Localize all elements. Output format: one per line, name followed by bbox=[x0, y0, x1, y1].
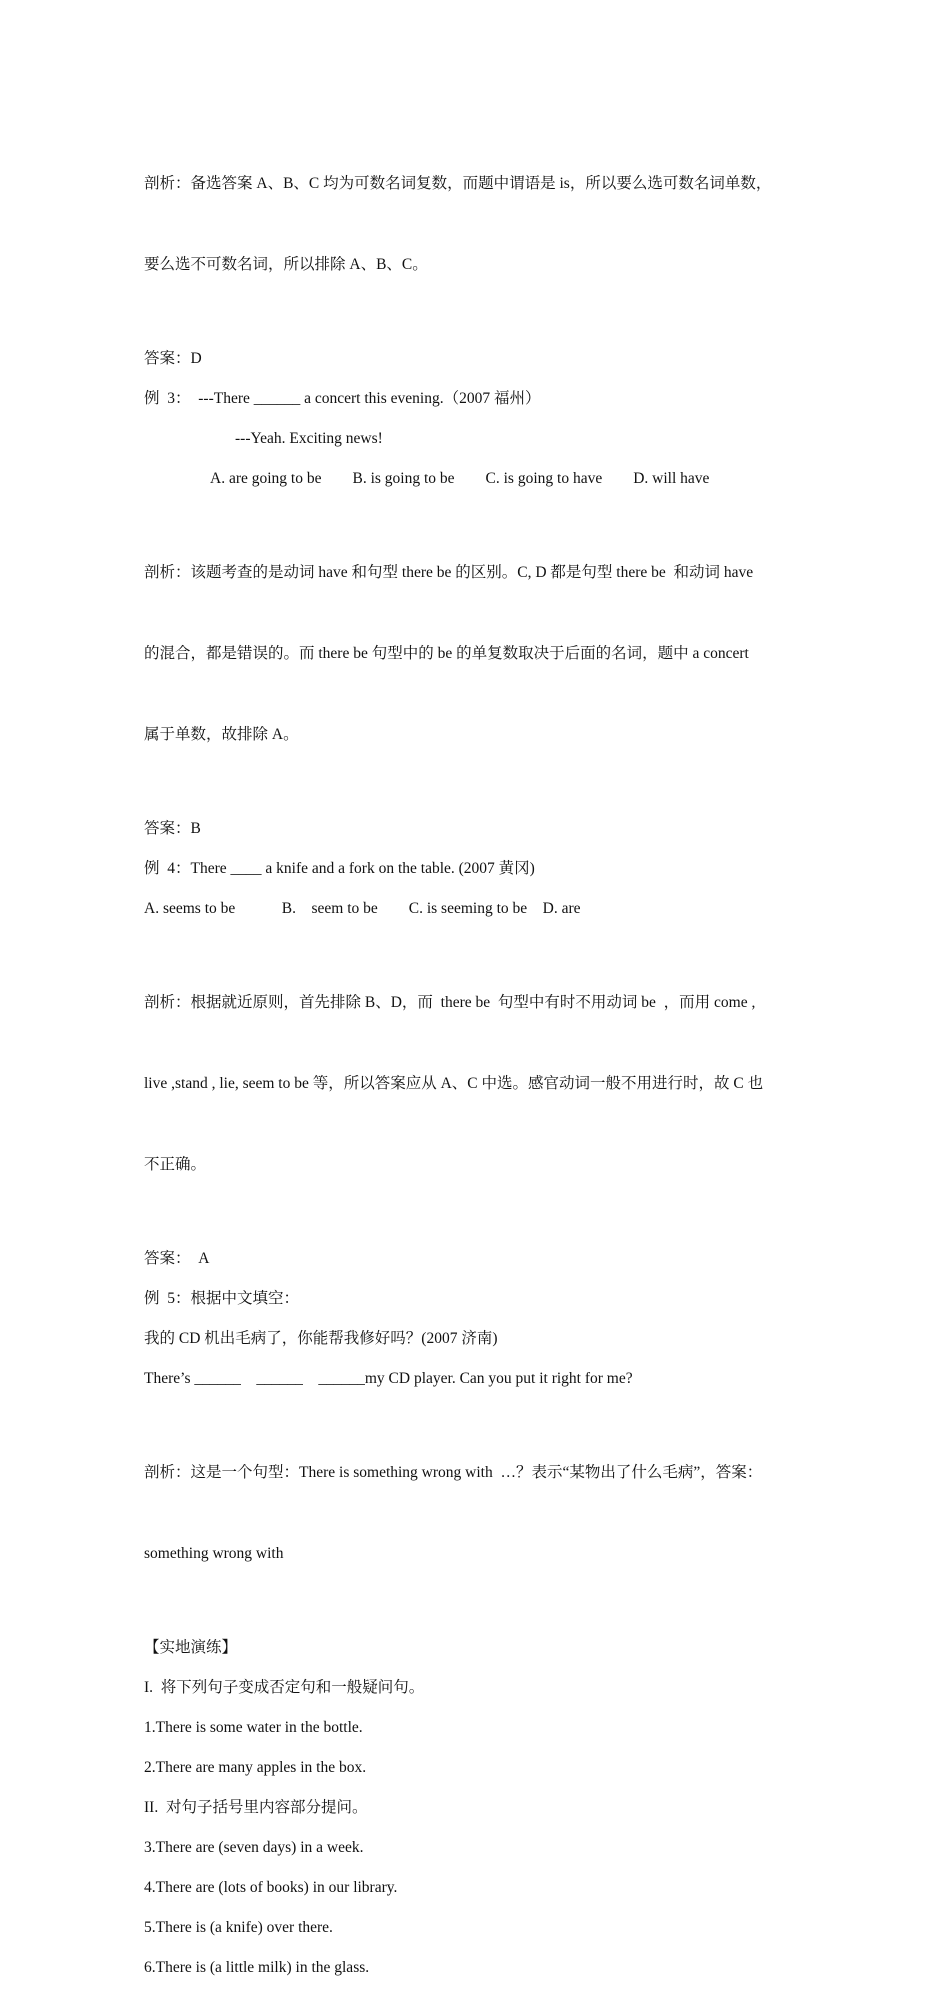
text-line: something wrong with bbox=[144, 1545, 284, 1562]
analysis-paragraph bbox=[144, 505, 812, 802]
exercise-item: 1.There is some water in the bottle. bbox=[144, 1719, 363, 1736]
exercise-part-2-title: II. 对句子括号里内容部分提问。 bbox=[144, 1799, 368, 1816]
example-5-chinese: 我的 CD 机出毛病了，你能帮我修好吗？(2007 济南) bbox=[144, 1330, 498, 1347]
answer-line: 答案：B bbox=[144, 820, 201, 837]
text-line: 不正确。 bbox=[144, 1156, 207, 1173]
text-line: 的混合，都是错误的。而 there be 句型中的 be 的单复数取决于后面的名词，题中 a concert bbox=[144, 645, 749, 662]
text-line: 剖析：该题考查的是动词 have 和句型 there be 的区别。C, D 都是句型 there be 和动词 have bbox=[144, 564, 754, 581]
exercise-item: 5.There is (a knife) over there. bbox=[144, 1919, 333, 1936]
example-4-options: A. seems to be B. seem to be C. is seeming to be D. are bbox=[144, 900, 581, 917]
exercise-item: 4.There are (lots of books) in our library. bbox=[144, 1879, 398, 1896]
example-5-blanks: There’s ______ ______ ______my CD player. Can you put it right for me? bbox=[144, 1370, 633, 1387]
answer-line: 答案： A bbox=[144, 1250, 210, 1267]
exercise-item: 2.There are many apples in the box. bbox=[144, 1759, 367, 1776]
exercise-item: 6.There is (a little milk) in the glass. bbox=[144, 1959, 370, 1976]
text-line: 要么选不可数名词，所以排除 A、B、C。 bbox=[144, 256, 428, 273]
example-5-heading: 例 5：根据中文填空： bbox=[144, 1290, 300, 1307]
exercise-part-1-title: I. 将下列句子变成否定句和一般疑问句。 bbox=[144, 1679, 425, 1696]
example-3-options: A. are going to be B. is going to be C. is going to have D. will have bbox=[210, 470, 710, 487]
example-4-question: 例 4：There ____ a knife and a fork on the table. (2007 黄冈) bbox=[144, 860, 535, 877]
analysis-paragraph bbox=[144, 116, 812, 332]
text-line: 剖析：备选答案 A、B、C 均为可数名词复数，而题中谓语是 is，所以要么选可数名词单数， bbox=[144, 175, 772, 192]
example-3-question: 例 3： ---There ______ a concert this evening.（2007 福州） bbox=[144, 390, 541, 407]
document-body bbox=[144, 116, 812, 1994]
practice-section-heading: 【实地演练】 bbox=[144, 1639, 238, 1656]
text-line: 属于单数，故排除 A。 bbox=[144, 726, 299, 743]
answer-line: 答案：D bbox=[144, 350, 202, 367]
text-line: 剖析：根据就近原则，首先排除 B、D，而 there be 句型中有时不用动词 be ，而用 come , bbox=[144, 994, 756, 1011]
text-line: 剖析：这是一个句型：There is something wrong with …？表示“某物出了什么毛病”，答案： bbox=[144, 1464, 763, 1481]
example-3-reply: ---Yeah. Exciting news! bbox=[235, 430, 383, 447]
analysis-paragraph bbox=[144, 1405, 812, 1621]
analysis-paragraph bbox=[144, 935, 812, 1232]
text-line: live ,stand , lie, seem to be 等，所以答案应从 A、C 中选。感官动词一般不用进行时，故 C 也 bbox=[144, 1075, 764, 1092]
exercise-item: 3.There are (seven days) in a week. bbox=[144, 1839, 364, 1856]
